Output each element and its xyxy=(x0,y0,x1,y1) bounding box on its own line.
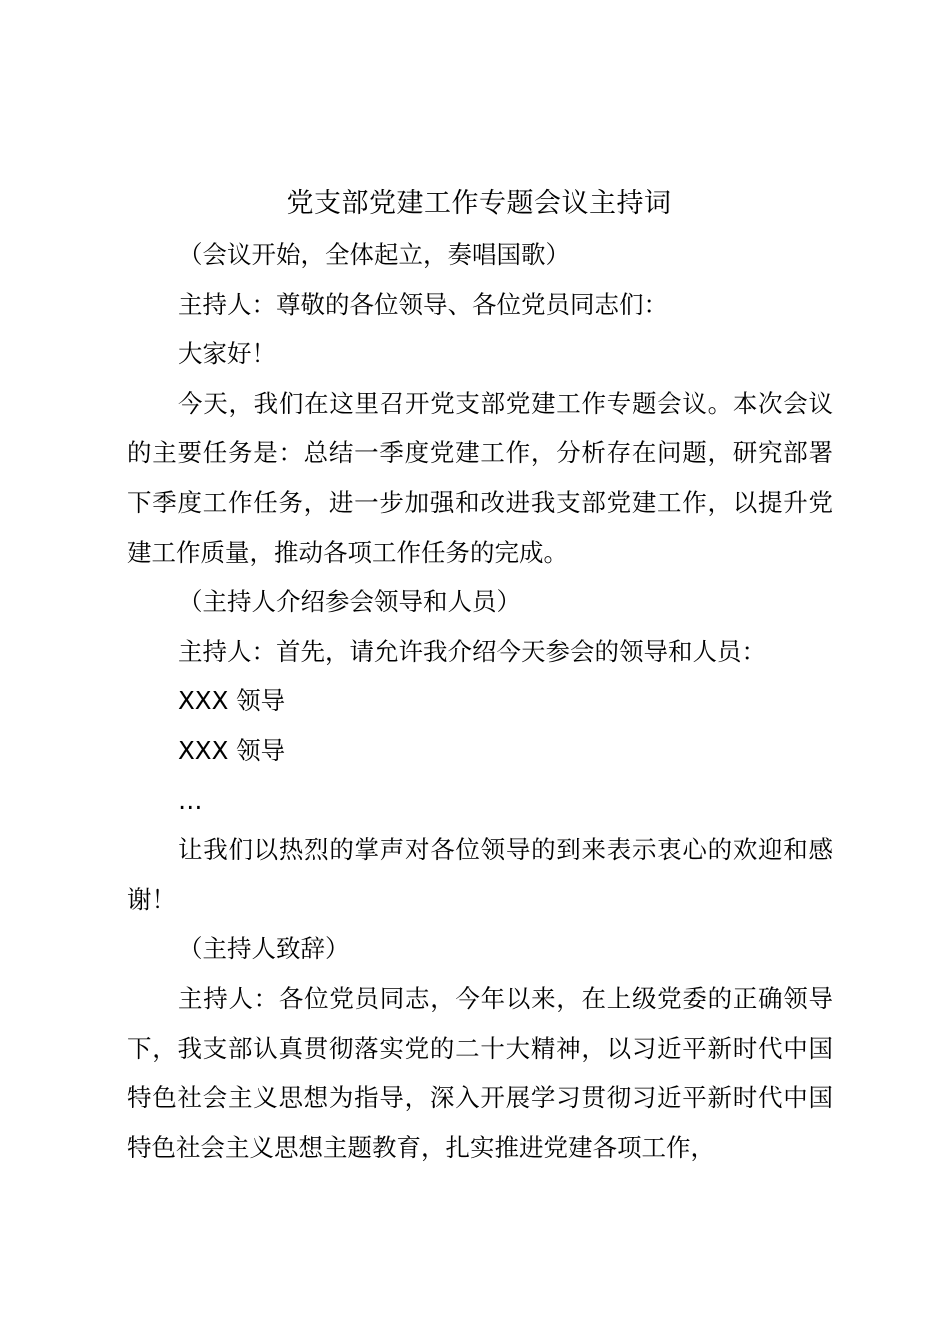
paragraph-speech-note: （主持人致辞） xyxy=(178,934,350,964)
paragraph-speech: 主持人：各位党员同志，今年以来，在上级党委的正确领导下，我支部认真贯彻落实党的二十大精神，以习近平新时代中国特色社会主义思想为指导，深入开展学习贯彻习近平新时代中国特色社会主义思想主题教育，扎实推进党建各项工作， xyxy=(127,983,833,1162)
paragraph-leader-2: XXX 领导 xyxy=(178,735,286,765)
paragraph-leader-1: XXX 领导 xyxy=(178,686,286,716)
paragraph-welcome: 让我们以热烈的掌声对各位领导的到来表示衷心的欢迎和感谢！ xyxy=(127,835,833,914)
paragraph-opening-note: （会议开始，全体起立，奏唱国歌） xyxy=(178,240,570,269)
paragraph-introduction: 主持人：首先，请允许我介绍今天参会的领导和人员： xyxy=(178,636,766,666)
document-title: 党支部党建工作专题会议主持词 xyxy=(286,188,672,219)
paragraph-ellipsis: … xyxy=(178,785,203,815)
paragraph-hello: 大家好！ xyxy=(178,339,276,369)
paragraph-meeting-purpose: 今天，我们在这里召开党支部党建工作专题会议。本次会议的主要任务是：总结一季度党建工作，分析存在问题，研究部署下季度工作任务，进一步加强和改进我支部党建工作，以提升党建工作质量，推动各项工作任务的完成。 xyxy=(127,388,833,567)
document-body xyxy=(127,230,833,1172)
paragraph-host-greeting: 主持人：尊敬的各位领导、各位党员同志们： xyxy=(178,289,668,319)
paragraph-introduction-note: （主持人介绍参会领导和人员） xyxy=(178,587,521,617)
